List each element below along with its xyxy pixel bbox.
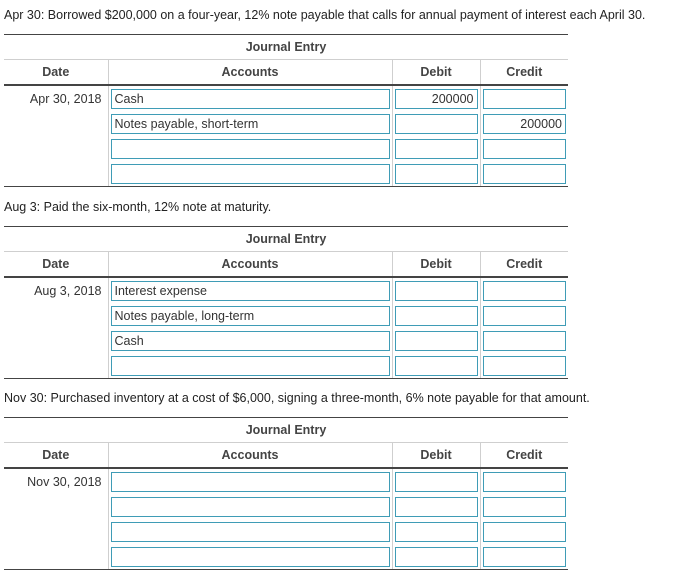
account-input[interactable] <box>111 547 390 567</box>
table-row <box>4 161 568 187</box>
account-input[interactable]: Notes payable, long-term <box>111 306 390 326</box>
account-input[interactable]: Interest expense <box>111 281 390 301</box>
journal-table <box>4 60 568 187</box>
debit-input[interactable] <box>395 114 478 134</box>
account-input[interactable] <box>111 522 390 542</box>
credit-header: Credit <box>480 60 568 85</box>
debit-input[interactable] <box>395 281 478 301</box>
accounts-header: Accounts <box>108 252 392 277</box>
credit-input[interactable] <box>483 306 567 326</box>
debit-header: Debit <box>392 60 480 85</box>
journal-entry-nov-30 <box>4 417 568 570</box>
account-input[interactable] <box>111 497 390 517</box>
debit-header: Debit <box>392 252 480 277</box>
debit-input[interactable] <box>395 472 478 492</box>
debit-header: Debit <box>392 443 480 468</box>
prompt-apr-30: Apr 30: Borrowed $200,000 on a four-year, 12% note payable that calls for annual payment of interest each April 30. <box>4 8 646 22</box>
date-header: Date <box>4 60 108 85</box>
credit-input[interactable]: 200000 <box>483 114 567 134</box>
account-input[interactable] <box>111 472 390 492</box>
account-input[interactable] <box>111 164 390 184</box>
account-input[interactable] <box>111 139 390 159</box>
credit-input[interactable] <box>483 497 567 517</box>
journal-table <box>4 252 568 379</box>
date-header: Date <box>4 252 108 277</box>
entry-date: Apr 30, 2018 <box>4 85 108 111</box>
entry-date: Aug 3, 2018 <box>4 277 108 303</box>
credit-input[interactable] <box>483 472 567 492</box>
entry-date: Nov 30, 2018 <box>4 468 108 494</box>
debit-input[interactable]: 200000 <box>395 89 478 109</box>
journal-entry-aug-3 <box>4 226 568 379</box>
date-header: Date <box>4 443 108 468</box>
account-input[interactable]: Notes payable, short-term <box>111 114 390 134</box>
table-row <box>4 353 568 379</box>
debit-input[interactable] <box>395 547 478 567</box>
journal-entry-apr-30 <box>4 34 568 187</box>
accounts-header: Accounts <box>108 443 392 468</box>
credit-header: Credit <box>480 443 568 468</box>
account-input[interactable]: Cash <box>111 89 390 109</box>
credit-input[interactable] <box>483 89 567 109</box>
credit-header: Credit <box>480 252 568 277</box>
table-row <box>4 303 568 328</box>
journal-entry-title: Journal Entry <box>4 34 568 60</box>
credit-input[interactable] <box>483 139 567 159</box>
debit-input[interactable] <box>395 139 478 159</box>
account-input[interactable]: Cash <box>111 331 390 351</box>
debit-input[interactable] <box>395 356 478 376</box>
journal-entry-title: Journal Entry <box>4 226 568 252</box>
debit-input[interactable] <box>395 497 478 517</box>
table-row <box>4 277 568 303</box>
credit-input[interactable] <box>483 547 567 567</box>
table-row <box>4 544 568 570</box>
table-row <box>4 111 568 136</box>
debit-input[interactable] <box>395 164 478 184</box>
debit-input[interactable] <box>395 331 478 351</box>
prompt-nov-30: Nov 30: Purchased inventory at a cost of $6,000, signing a three-month, 6% note payable for that amount. <box>4 391 590 405</box>
credit-input[interactable] <box>483 331 567 351</box>
table-row <box>4 328 568 353</box>
credit-input[interactable] <box>483 356 567 376</box>
accounts-header: Accounts <box>108 60 392 85</box>
account-input[interactable] <box>111 356 390 376</box>
journal-table <box>4 443 568 570</box>
credit-input[interactable] <box>483 522 567 542</box>
table-row <box>4 85 568 111</box>
prompt-aug-3: Aug 3: Paid the six-month, 12% note at maturity. <box>4 200 272 214</box>
debit-input[interactable] <box>395 306 478 326</box>
credit-input[interactable] <box>483 164 567 184</box>
table-row <box>4 468 568 494</box>
debit-input[interactable] <box>395 522 478 542</box>
table-row <box>4 136 568 161</box>
table-row <box>4 494 568 519</box>
table-row <box>4 519 568 544</box>
credit-input[interactable] <box>483 281 567 301</box>
journal-entry-title: Journal Entry <box>4 417 568 443</box>
